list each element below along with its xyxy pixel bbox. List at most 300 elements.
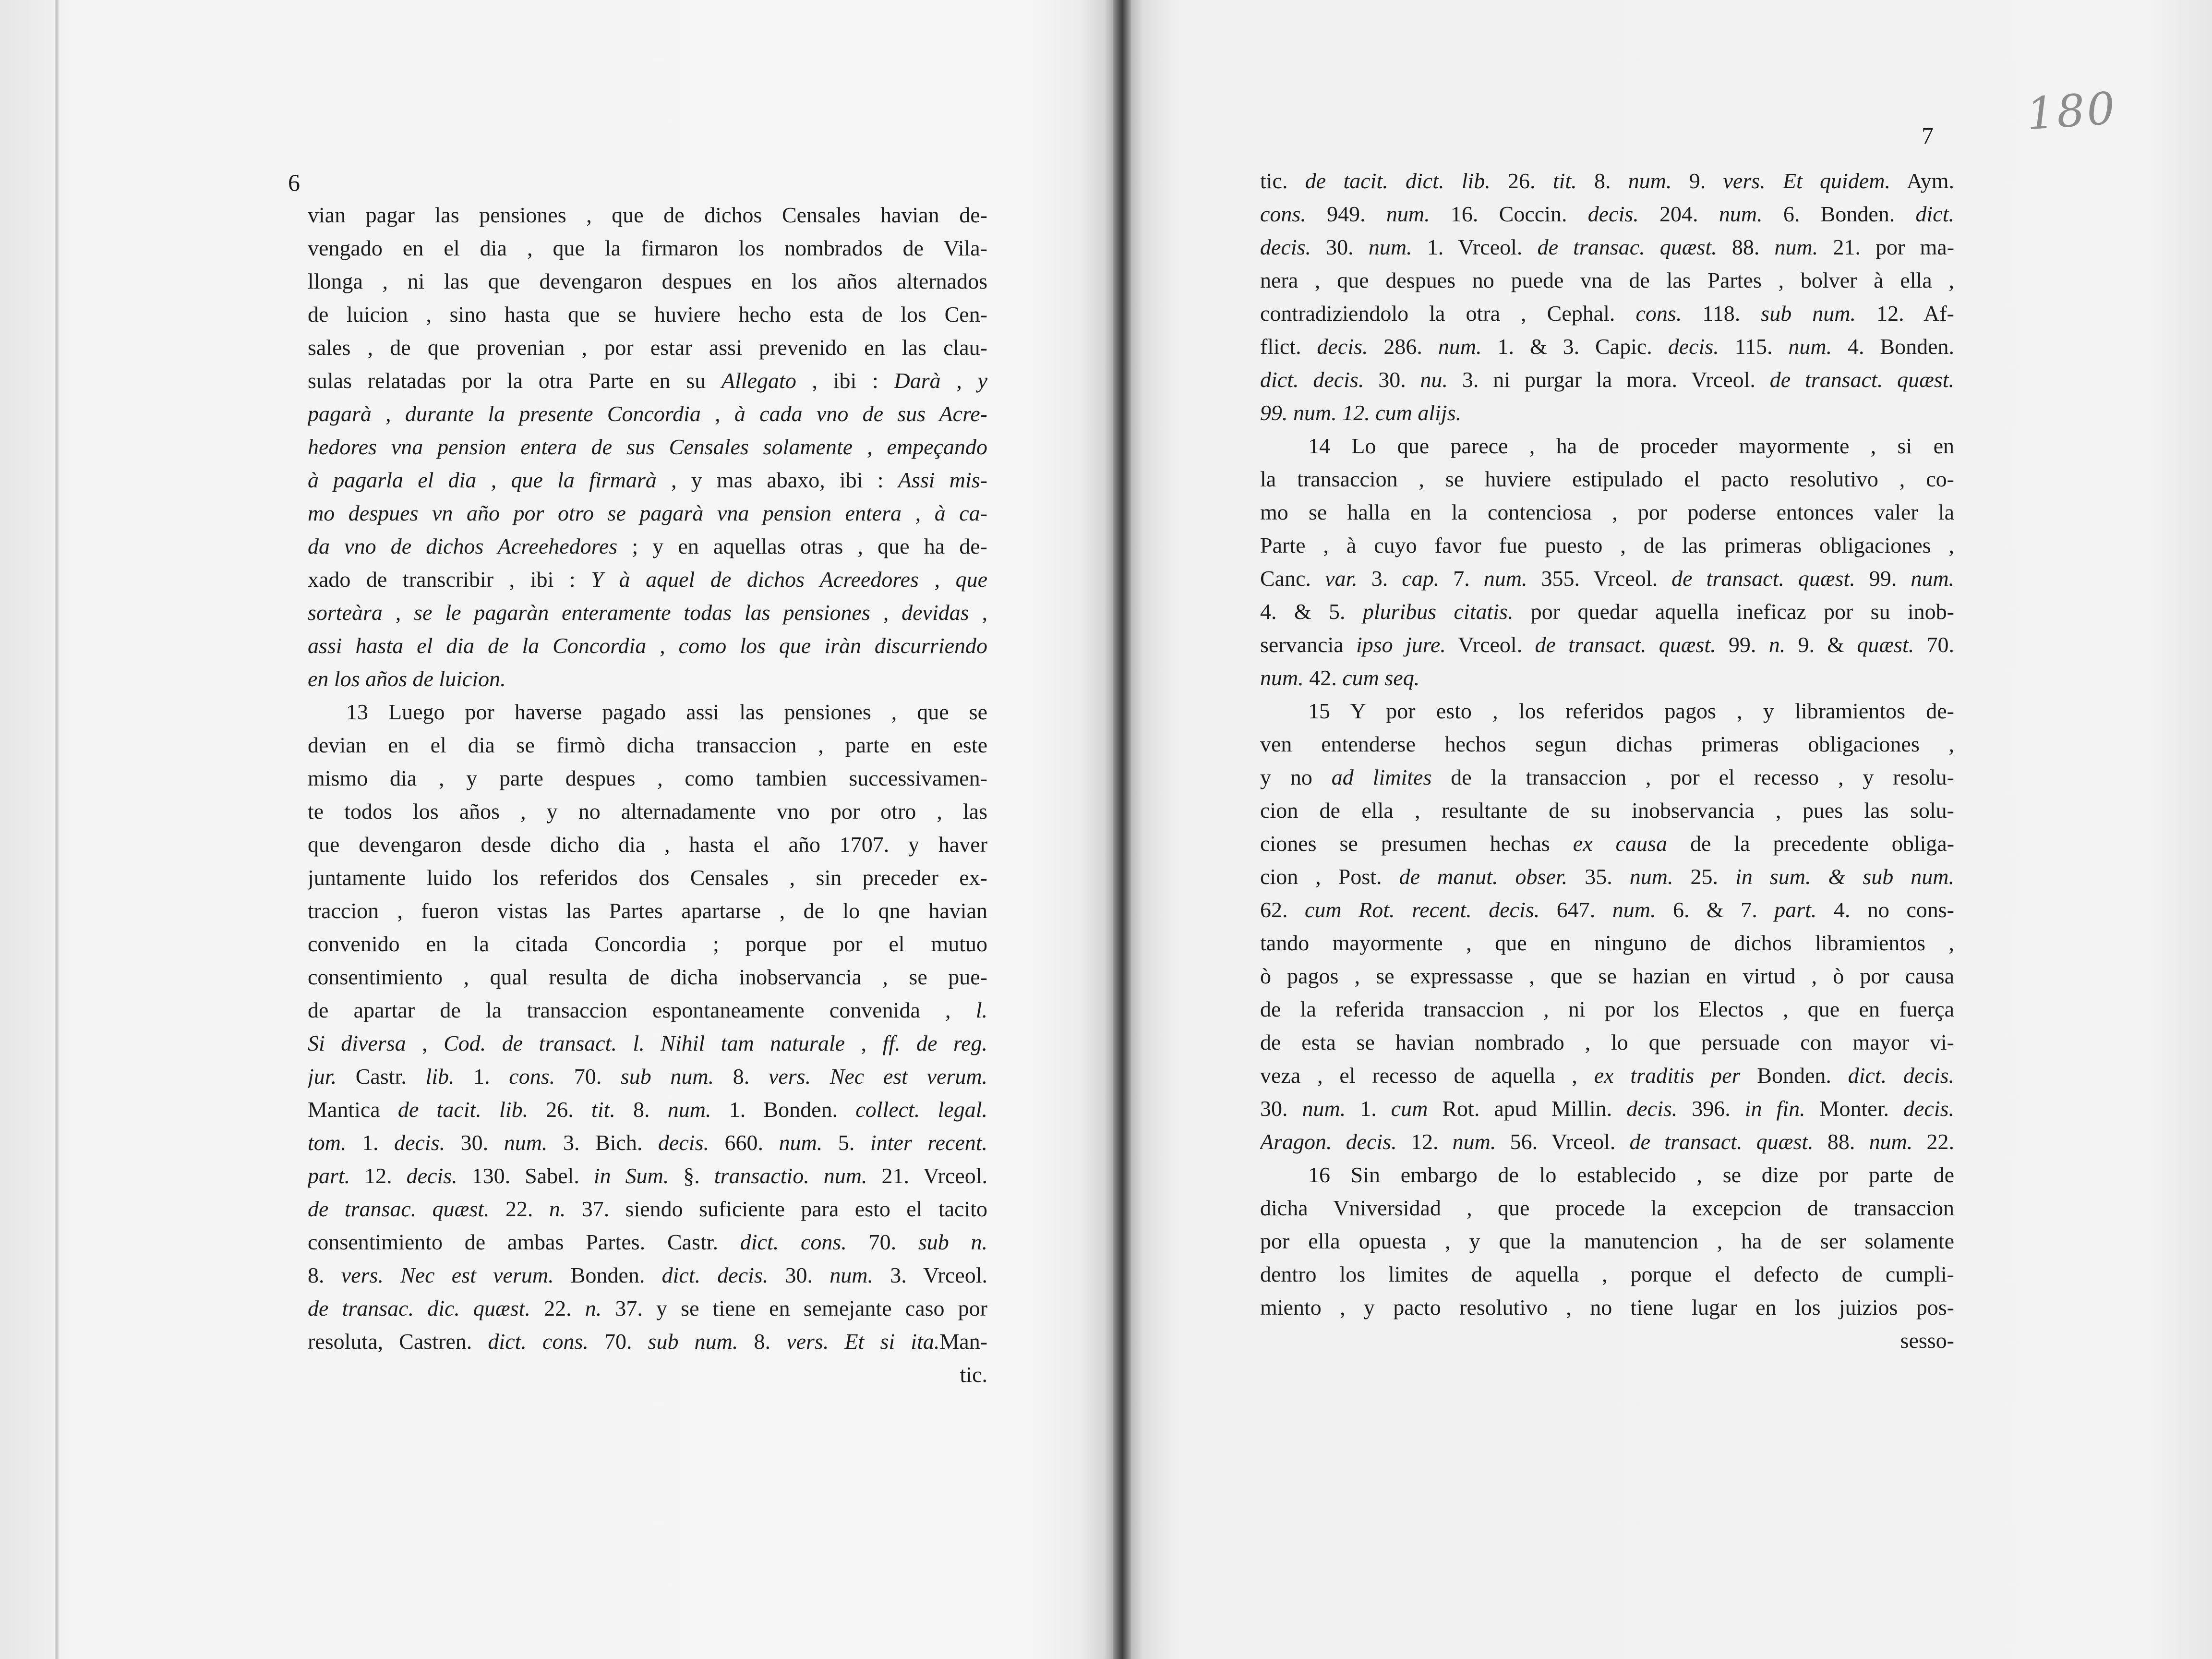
text-line xyxy=(1260,959,1954,993)
roman-text: 115. xyxy=(1719,334,1789,359)
roman-text: Man- xyxy=(939,1329,987,1354)
roman-text: 21. Vrceol. xyxy=(867,1163,987,1188)
roman-text: flict. xyxy=(1260,334,1317,359)
text-line xyxy=(308,762,987,795)
italic-text: mo despues vn año por otro se pagarà vna pension entera , à ca- xyxy=(308,501,987,525)
roman-text: 1. Vrceol. xyxy=(1412,235,1538,259)
text-line xyxy=(308,629,987,662)
text-line xyxy=(308,1126,987,1159)
roman-text: resoluta, Castren. xyxy=(308,1329,488,1354)
roman-text: ciones se presumen hechas xyxy=(1260,831,1573,856)
italic-text: dict. decis. xyxy=(1848,1063,1954,1088)
italic-text: in sum. & sub num. xyxy=(1735,864,1954,889)
italic-text: pluribus citatis. xyxy=(1362,599,1514,624)
roman-text: 8. xyxy=(615,1097,668,1122)
text-line xyxy=(308,331,987,364)
italic-text: num. xyxy=(1869,1129,1913,1154)
text-line xyxy=(308,894,987,927)
text-line xyxy=(1260,363,1954,396)
roman-text: 355. Vrceol. xyxy=(1527,566,1672,591)
roman-text: veza , el recesso de aquella , xyxy=(1260,1063,1594,1088)
roman-text: 6. Bonden. xyxy=(1762,202,1916,226)
italic-text: sub num. xyxy=(1761,301,1856,326)
page-edge-shadow xyxy=(55,0,59,1659)
text-line xyxy=(308,1027,987,1060)
left-page-text xyxy=(308,198,987,1358)
text-line xyxy=(1260,727,1954,761)
text-line xyxy=(1260,230,1954,264)
text-line xyxy=(308,496,987,530)
italic-text: ipso jure. xyxy=(1356,632,1446,657)
text-line xyxy=(308,993,987,1027)
italic-text: decis. xyxy=(1668,334,1719,359)
text-line xyxy=(1260,1224,1954,1258)
text-line xyxy=(1260,297,1954,330)
italic-text: cap. xyxy=(1402,566,1440,591)
italic-text: dict. cons. xyxy=(740,1230,847,1254)
text-line xyxy=(308,231,987,265)
italic-text: decis. xyxy=(1903,1096,1954,1121)
text-line xyxy=(308,463,987,496)
right-page-text xyxy=(1260,164,1954,1324)
italic-text: vers. Nec est verum. xyxy=(768,1064,987,1089)
roman-text: 70. xyxy=(588,1329,648,1354)
text-line xyxy=(308,861,987,894)
roman-text: 12. xyxy=(350,1163,407,1188)
roman-text: 12. xyxy=(1396,1129,1453,1154)
italic-text: num. xyxy=(1368,235,1412,259)
italic-text: cum seq. xyxy=(1342,666,1420,690)
italic-text: Cod. de transact. l. Nihil tam naturale xyxy=(444,1031,845,1055)
text-line xyxy=(1260,1125,1954,1158)
italic-text: vers. Et quidem. xyxy=(1723,169,1890,193)
italic-text: de transact. quæst. xyxy=(1671,566,1855,591)
italic-text: l. xyxy=(975,998,987,1022)
text-line xyxy=(308,927,987,960)
italic-text: num. xyxy=(1629,864,1673,889)
italic-text: 99. num. 12. cum alijs. xyxy=(1260,400,1462,425)
text-line xyxy=(1260,1258,1954,1291)
text-line xyxy=(1260,993,1954,1026)
text-line xyxy=(308,795,987,828)
text-line xyxy=(1260,1026,1954,1059)
italic-text: dict. decis. xyxy=(661,1263,769,1287)
roman-text: juntamente luido los referidos dos Censales , sin preceder ex- xyxy=(308,865,987,890)
roman-text: 660. xyxy=(709,1130,779,1155)
italic-text: cons. xyxy=(1635,301,1682,326)
roman-text: 88. xyxy=(1717,235,1775,259)
roman-text: por ella opuesta , y que la manutencion , ha de ser solamente xyxy=(1260,1229,1954,1253)
italic-text: quæst. xyxy=(1857,632,1914,657)
italic-text: Assi mis- xyxy=(898,468,987,492)
roman-text: 286. xyxy=(1368,334,1438,359)
text-line xyxy=(308,563,987,596)
roman-text: servancia xyxy=(1260,632,1356,657)
text-line xyxy=(1260,1158,1954,1191)
roman-text: 15 Y por esto , los referidos pagos , y libramientos de- xyxy=(1308,699,1954,723)
roman-text: 35. xyxy=(1567,864,1630,889)
text-line xyxy=(1260,1092,1954,1125)
roman-text: 70. xyxy=(846,1230,918,1254)
italic-text: n. xyxy=(549,1197,566,1221)
roman-text: 22. xyxy=(489,1197,549,1221)
roman-text: nera , que despues no puede vna de las Partes , bolver à ella , xyxy=(1260,268,1954,292)
roman-text: 1. xyxy=(346,1130,395,1155)
italic-text: decis. xyxy=(394,1130,445,1155)
roman-text: sulas relatadas por la otra Parte en su xyxy=(308,368,721,393)
roman-text: y no xyxy=(1260,765,1332,789)
italic-text: de transact. quæst. xyxy=(1629,1129,1814,1154)
italic-text: cum Rot. recent. decis. xyxy=(1305,897,1540,922)
roman-text: 396. xyxy=(1677,1096,1745,1121)
text-line xyxy=(1260,794,1954,827)
italic-text: num. xyxy=(830,1263,873,1287)
italic-text: Y à aquel de dichos Acreedores , que xyxy=(591,567,987,592)
roman-text: 4. Bonden. xyxy=(1832,334,1954,359)
text-line xyxy=(308,298,987,331)
roman-text: 3. xyxy=(1357,566,1402,591)
italic-text: num. xyxy=(504,1130,548,1155)
roman-text: 22. xyxy=(1912,1129,1954,1154)
roman-text: cion , Post. xyxy=(1260,864,1399,889)
roman-text: 88. xyxy=(1813,1129,1869,1154)
roman-text: llonga , ni las que devengaron despues en los años alternados xyxy=(308,269,987,293)
italic-text: n. xyxy=(1768,632,1786,657)
roman-text: 37. y se tiene en semejante caso por xyxy=(601,1296,987,1320)
text-line xyxy=(1260,264,1954,297)
roman-text: dentro los limites de aquella , porque el defecto de cumpli- xyxy=(1260,1262,1954,1286)
italic-text: num. xyxy=(1628,169,1672,193)
roman-text: tic. xyxy=(1260,169,1305,193)
italic-text: de tacit. dict. lib. xyxy=(1305,169,1491,193)
text-line xyxy=(1260,595,1954,628)
roman-text: 13 Luego por haverse pagado assi las pensiones , que se xyxy=(346,700,987,724)
roman-text: la transaccion , se huviere estipulado el pacto resolutivo , co- xyxy=(1260,467,1954,491)
roman-text: 21. por ma- xyxy=(1818,235,1954,259)
roman-text: Bonden. xyxy=(553,1263,662,1287)
text-line xyxy=(308,364,987,397)
roman-text: por quedar aquella ineficaz por su inob- xyxy=(1513,599,1954,624)
italic-text: nu. xyxy=(1420,367,1448,392)
text-line xyxy=(308,596,987,629)
roman-text: vengado en el dia , que la firmaron los nombrados de Vila- xyxy=(308,236,987,260)
text-line xyxy=(308,530,987,563)
roman-text: consentimiento de ambas Partes. Castr. xyxy=(308,1230,740,1254)
italic-text: n. xyxy=(585,1296,602,1320)
text-line xyxy=(1260,197,1954,230)
italic-text: num. xyxy=(1302,1096,1346,1121)
italic-text: tit. xyxy=(591,1097,615,1122)
italic-text: dict. cons. xyxy=(488,1329,589,1354)
roman-text: 6. & 7. xyxy=(1656,897,1775,922)
italic-text: num. xyxy=(1612,897,1656,922)
roman-text: devian en el dia se firmò dicha transaccion , parte en este xyxy=(308,733,987,757)
italic-text: collect. legal. xyxy=(855,1097,987,1122)
roman-text: de esta se havian nombrado , lo que persuade con mayor vi- xyxy=(1260,1030,1954,1054)
roman-text: 8. xyxy=(1576,169,1628,193)
italic-text: hedores vna pension entera de sus Censales solamente , empeçando xyxy=(308,435,987,459)
roman-text: 99. xyxy=(1716,632,1769,657)
roman-text: Parte , à cuyo favor fue puesto , de las primeras obligaciones , xyxy=(1260,533,1954,557)
italic-text: num. xyxy=(1788,334,1832,359)
roman-text: cion de ella , resultante de su inobservancia , pues las solu- xyxy=(1260,798,1954,823)
text-line xyxy=(308,265,987,298)
text-line xyxy=(1260,496,1954,529)
italic-text: à pagarla el dia , que la firmarà xyxy=(308,468,657,492)
italic-text: jur. xyxy=(308,1064,337,1089)
italic-text: vers. Et si ita. xyxy=(786,1329,940,1354)
catchword-right: sesso- xyxy=(1900,1328,1954,1353)
roman-text: de la transaccion , por el recesso , y resolu- xyxy=(1431,765,1954,789)
roman-text: 4. no cons- xyxy=(1816,897,1954,922)
italic-text: en los años de luicion. xyxy=(308,666,506,691)
italic-text: de transact. quæst. xyxy=(1535,632,1716,657)
italic-text: pagarà , durante la presente Concordia , à cada vno de sus Acre- xyxy=(308,401,987,426)
roman-text: 42. xyxy=(1303,666,1343,690)
text-line xyxy=(308,1225,987,1259)
roman-text: 5. xyxy=(822,1130,870,1155)
text-line xyxy=(1260,628,1954,661)
roman-text: 56. Vrceol. xyxy=(1496,1129,1630,1154)
italic-text: ex traditis per xyxy=(1594,1063,1741,1088)
italic-text: part. xyxy=(308,1163,350,1188)
roman-text: 1. xyxy=(454,1064,509,1089)
text-line xyxy=(308,1292,987,1325)
italic-text: Aragon. decis. xyxy=(1260,1129,1397,1154)
text-line xyxy=(1260,1191,1954,1224)
italic-text: num. xyxy=(1438,334,1482,359)
roman-text: 1. & 3. Capic. xyxy=(1481,334,1668,359)
italic-text: in Sum. xyxy=(593,1163,669,1188)
roman-text: vian pagar las pensiones , que de dichos Censales havian de- xyxy=(308,203,987,227)
italic-text: var. xyxy=(1325,566,1358,591)
italic-text: in fin. xyxy=(1744,1096,1805,1121)
italic-text: assi hasta el dia de la Concordia , como los que iràn discurriendo xyxy=(308,633,987,658)
italic-text: de transac. quæst. xyxy=(308,1197,490,1221)
italic-text: de manut. obser. xyxy=(1399,864,1568,889)
roman-text: te todos los años , y no alternadamente vno por otro , las xyxy=(308,799,987,823)
roman-text: 14 Lo que parece , ha de proceder mayormente , si en xyxy=(1308,434,1954,458)
text-line xyxy=(1260,893,1954,926)
italic-text: sub n. xyxy=(918,1230,987,1254)
text-line xyxy=(1260,827,1954,860)
roman-text: , xyxy=(406,1031,444,1055)
italic-text: decis. xyxy=(1260,235,1311,259)
roman-text: 8. xyxy=(308,1263,341,1287)
text-line xyxy=(1260,860,1954,893)
text-line xyxy=(1260,164,1954,197)
italic-text: dict. xyxy=(1915,202,1954,226)
italic-text: Si diversa xyxy=(308,1031,406,1055)
roman-text: miento , y pacto resolutivo , no tiene lugar en los juizios pos- xyxy=(1260,1295,1954,1320)
italic-text: ad limites xyxy=(1331,765,1432,789)
roman-text: sales , de que provenian , por estar assi prevenido en las clau- xyxy=(308,335,987,360)
roman-text: , ibi : xyxy=(796,368,894,393)
text-line xyxy=(1260,694,1954,727)
text-line xyxy=(1260,396,1954,429)
text-line xyxy=(1260,926,1954,959)
italic-text: cum xyxy=(1391,1096,1428,1121)
text-line xyxy=(1260,529,1954,562)
roman-text: 26. xyxy=(1490,169,1553,193)
italic-text: num. xyxy=(1719,202,1763,226)
italic-text: num. xyxy=(779,1130,823,1155)
italic-text: cons. xyxy=(1260,202,1306,226)
text-line xyxy=(1260,1059,1954,1092)
text-line xyxy=(1260,330,1954,363)
italic-text: vers. Nec est verum. xyxy=(341,1263,554,1287)
roman-text: ò pagos , se expressasse , que se hazian en virtud , ò por causa xyxy=(1260,964,1954,988)
italic-text: de transac. quæst. xyxy=(1537,235,1717,259)
italic-text: num. xyxy=(1452,1129,1496,1154)
roman-text: Castr. xyxy=(337,1064,426,1089)
italic-text: dict. decis. xyxy=(1260,367,1364,392)
roman-text: ven entenderse hechos segun dichas primeras obligaciones , xyxy=(1260,732,1954,756)
handwritten-folio-number: 180 xyxy=(2025,82,2119,140)
roman-text: 25. xyxy=(1673,864,1736,889)
text-line xyxy=(308,1093,987,1126)
italic-text: inter recent. xyxy=(870,1130,987,1155)
text-line xyxy=(308,1192,987,1225)
roman-text: Aym. xyxy=(1890,169,1954,193)
roman-text: 70. xyxy=(1914,632,1954,657)
text-line xyxy=(308,1159,987,1192)
roman-text: 8. xyxy=(714,1064,769,1089)
roman-text: de luicion , sino hasta que se huviere hecho esta de los Cen- xyxy=(308,302,987,327)
roman-text: 4. & 5. xyxy=(1260,599,1363,624)
text-line xyxy=(1260,562,1954,595)
roman-text: 30. xyxy=(445,1130,504,1155)
roman-text: tando mayormente , que en ninguno de dichos libramientos , xyxy=(1260,931,1954,955)
roman-text: 26. xyxy=(528,1097,591,1122)
roman-text: Canc. xyxy=(1260,566,1325,591)
italic-text: decis. xyxy=(406,1163,457,1188)
roman-text: 1. Bonden. xyxy=(711,1097,856,1122)
roman-text: mo se halla en la contenciosa , por poderse entonces valer la xyxy=(1260,500,1954,524)
italic-text: sorteàra , se le pagaràn enteramente todas las pensiones , devidas , xyxy=(308,600,987,625)
text-line xyxy=(1260,661,1954,694)
italic-text: num. xyxy=(1911,566,1954,591)
roman-text: 99. xyxy=(1855,566,1911,591)
roman-text: , xyxy=(845,1031,883,1055)
roman-text: mismo dia , y parte despues , como tambien successivamen- xyxy=(308,766,987,790)
roman-text: de la referida transaccion , ni por los Electos , que en fuerça xyxy=(1260,997,1954,1021)
roman-text: que devengaron desde dicho dia , hasta el año 1707. y haver xyxy=(308,832,987,857)
text-line xyxy=(1260,462,1954,496)
roman-text: 62. xyxy=(1260,897,1305,922)
roman-text: contradiziendolo la otra , Cephal. xyxy=(1260,301,1636,326)
text-line xyxy=(308,695,987,728)
text-line xyxy=(308,198,987,231)
roman-text: 9. & xyxy=(1785,632,1857,657)
roman-text: dicha Vniversidad , que procede la excepcion de transaccion xyxy=(1260,1196,1954,1220)
italic-text: num. xyxy=(1386,202,1430,226)
italic-text: sub num. xyxy=(620,1064,714,1089)
page-number-right: 7 xyxy=(1922,122,1934,149)
italic-text: transactio. num. xyxy=(714,1163,867,1188)
roman-text: 30. xyxy=(1260,1096,1302,1121)
roman-text: Rot. apud Millin. xyxy=(1428,1096,1627,1121)
italic-text: sub num. xyxy=(648,1329,738,1354)
italic-text: de transact. quæst. xyxy=(1769,367,1954,392)
italic-text: num. xyxy=(1774,235,1818,259)
roman-text: 12. Af- xyxy=(1856,301,1954,326)
text-line xyxy=(308,1259,987,1292)
roman-text: xado de transcribir , ibi : xyxy=(308,567,591,592)
roman-text: convenido en la citada Concordia ; porque por el mutuo xyxy=(308,932,987,956)
roman-text: §. xyxy=(669,1163,714,1188)
text-line xyxy=(308,397,987,430)
italic-text: tom. xyxy=(308,1130,347,1155)
italic-text: lib. xyxy=(425,1064,455,1089)
italic-text: decis. xyxy=(1626,1096,1678,1121)
text-line xyxy=(308,662,987,695)
italic-text: da vno de dichos Acreehedores xyxy=(308,534,618,558)
roman-text: 70. xyxy=(555,1064,621,1089)
italic-text: Allegato xyxy=(721,368,796,393)
italic-text: de transac. dic. quæst. xyxy=(308,1296,530,1320)
text-line xyxy=(308,1060,987,1093)
italic-text: ff. de reg. xyxy=(882,1031,987,1055)
italic-text: Darà , y xyxy=(894,368,987,393)
text-line xyxy=(308,1325,987,1358)
text-line xyxy=(308,728,987,762)
roman-text: traccion , fueron vistas las Partes apartarse , de lo qne havian xyxy=(308,898,987,923)
roman-text: 118. xyxy=(1682,301,1761,326)
roman-text: 16 Sin embargo de lo establecido , se dize por parte de xyxy=(1308,1163,1954,1187)
italic-text: part. xyxy=(1774,897,1817,922)
italic-text: tit. xyxy=(1552,169,1577,193)
italic-text: ex causa xyxy=(1573,831,1667,856)
text-line xyxy=(308,960,987,993)
roman-text: consentimiento , qual resulta de dicha inobservancia , se pue- xyxy=(308,965,987,989)
roman-text: 204. xyxy=(1638,202,1719,226)
roman-text: 8. xyxy=(738,1329,787,1354)
italic-text: de tacit. lib. xyxy=(397,1097,529,1122)
italic-text: decis. xyxy=(658,1130,709,1155)
roman-text: 1. xyxy=(1346,1096,1391,1121)
roman-text: 37. siendo suficiente para esto el tacito xyxy=(565,1197,987,1221)
catchword-left: tic. xyxy=(960,1362,987,1387)
text-line xyxy=(1260,761,1954,794)
italic-text: num. xyxy=(667,1097,711,1122)
text-line xyxy=(1260,429,1954,462)
roman-text: Monter. xyxy=(1805,1096,1903,1121)
roman-text: Bonden. xyxy=(1740,1063,1848,1088)
italic-text: num. xyxy=(1260,666,1304,690)
roman-text: 3. Vrceol. xyxy=(873,1263,987,1287)
roman-text: 30. xyxy=(768,1263,830,1287)
page-number-left: 6 xyxy=(288,169,300,196)
roman-text: 16. Coccin. xyxy=(1430,202,1588,226)
roman-text: 7. xyxy=(1439,566,1484,591)
text-line xyxy=(308,430,987,463)
roman-text: 9. xyxy=(1671,169,1723,193)
roman-text: ; y en aquellas otras , que ha de- xyxy=(617,534,987,558)
roman-text: de la precedente obliga- xyxy=(1667,831,1954,856)
roman-text: Vrceol. xyxy=(1445,632,1535,657)
italic-text: cons. xyxy=(509,1064,555,1089)
italic-text: decis. xyxy=(1587,202,1639,226)
roman-text: 22. xyxy=(530,1296,585,1320)
text-line xyxy=(1260,1291,1954,1324)
roman-text: , y mas abaxo, ibi : xyxy=(656,468,898,492)
roman-text: de apartar de la transaccion espontaneamente convenida , xyxy=(308,998,976,1022)
roman-text: 3. ni purgar la mora. Vrceol. xyxy=(1448,367,1770,392)
roman-text: 949. xyxy=(1306,202,1386,226)
italic-text: num. xyxy=(1483,566,1527,591)
italic-text: decis. xyxy=(1317,334,1368,359)
